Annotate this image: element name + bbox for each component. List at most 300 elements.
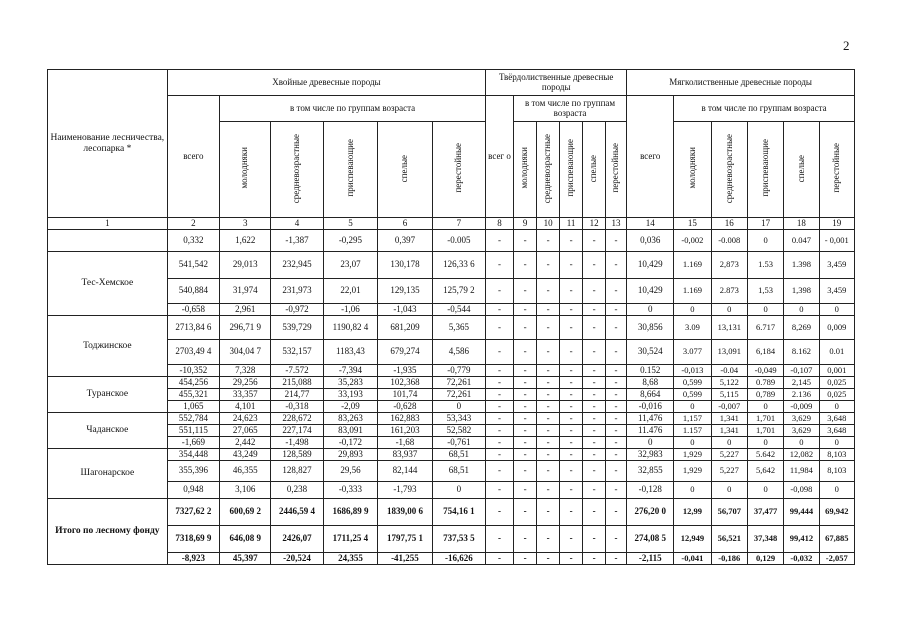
table-cell: 681,209 (378, 316, 433, 340)
table-cell: 29,013 (220, 252, 271, 279)
column-number: 7 (432, 218, 485, 230)
table-cell: -0,658 (167, 304, 219, 316)
column-number: 2 (167, 218, 219, 230)
table-cell: 11.476 (627, 425, 674, 437)
table-cell: 231,973 (271, 279, 323, 304)
table-cell: 6.717 (747, 316, 783, 340)
table-cell: 0 (819, 401, 854, 413)
table-cell: 5,365 (432, 316, 485, 340)
table-cell: 1,929 (674, 461, 711, 482)
table-cell: 72,261 (432, 389, 485, 401)
header-age-soft-0 (674, 122, 711, 218)
table-cell: - (559, 279, 583, 304)
column-number: 4 (271, 218, 323, 230)
table-cell: - (605, 377, 626, 389)
table-cell: 0,332 (167, 230, 219, 252)
table-cell: -0,013 (674, 365, 711, 377)
table-cell: 455,321 (167, 389, 219, 401)
table-cell: - (583, 449, 605, 461)
table-cell: - (559, 316, 583, 340)
header-age-label: спелые (399, 154, 410, 182)
table-cell: 162,883 (378, 413, 433, 425)
table-cell: -0.005 (432, 230, 485, 252)
table-row (48, 425, 855, 437)
table-cell: 214,77 (271, 389, 323, 401)
table-cell: - (583, 437, 605, 449)
table-cell: - (486, 377, 514, 389)
table-cell: - (486, 526, 514, 553)
table-row (48, 389, 855, 401)
table-cell: 0 (784, 304, 819, 316)
table-cell: -0,016 (627, 401, 674, 413)
table-cell: - (559, 461, 583, 482)
table-cell: 551,115 (167, 425, 219, 437)
table-cell: - (605, 526, 626, 553)
column-number: 6 (378, 218, 433, 230)
table-cell: 37,477 (747, 499, 783, 526)
table-cell: 35,283 (323, 377, 378, 389)
table-cell: - (559, 252, 583, 279)
table-cell: - (605, 304, 626, 316)
table-cell: 1,701 (747, 425, 783, 437)
table-cell: - (605, 230, 626, 252)
table-cell: - (583, 413, 605, 425)
row-name: Чаданское (48, 413, 168, 449)
table-cell: 83,937 (378, 449, 433, 461)
table-cell: - (486, 499, 514, 526)
table-cell: -2,115 (627, 553, 674, 565)
table-cell: 56,521 (711, 526, 747, 553)
table-row (48, 526, 855, 553)
table-cell: - (583, 553, 605, 565)
table-row (48, 499, 855, 526)
table-cell: - (537, 389, 559, 401)
table-cell: - (559, 304, 583, 316)
table-cell: - (537, 499, 559, 526)
table-cell: -0.04 (711, 365, 747, 377)
header-age-label: средневозрастные (542, 133, 553, 203)
table-cell: - (537, 252, 559, 279)
header-age-conifer-1 (271, 122, 323, 218)
table-cell: - (513, 425, 537, 437)
table-cell: -0,628 (378, 401, 433, 413)
table-cell: 1.169 (674, 252, 711, 279)
table-cell: 0,025 (819, 389, 854, 401)
table-cell: 12,082 (784, 449, 819, 461)
table-cell: -1,06 (323, 304, 378, 316)
table-cell: 1.53 (747, 252, 783, 279)
row-name: Шагонарское (48, 449, 168, 499)
table-cell: 0 (674, 401, 711, 413)
table-cell: - (513, 377, 537, 389)
header-softwood: Мягколиственные древесные породы (627, 70, 855, 96)
table-cell: 1711,25 4 (323, 526, 378, 553)
table-cell: 3,459 (819, 252, 854, 279)
table-cell: -0,779 (432, 365, 485, 377)
table-cell: 1,065 (167, 401, 219, 413)
table-cell: -0,186 (711, 553, 747, 565)
table-cell: 161,203 (378, 425, 433, 437)
table-cell: 0 (711, 304, 747, 316)
table-cell: -0,032 (784, 553, 819, 565)
table-cell: 2703,49 4 (167, 340, 219, 365)
table-cell: 0 (747, 482, 783, 499)
table-cell: - (537, 449, 559, 461)
table-cell: 11,476 (627, 413, 674, 425)
table-cell: 0,789 (747, 389, 783, 401)
table-cell: - (583, 304, 605, 316)
table-cell: 99,444 (784, 499, 819, 526)
table-cell: - (513, 304, 537, 316)
table-cell: - (513, 449, 537, 461)
table-cell: - (537, 526, 559, 553)
table-cell: 10,429 (627, 252, 674, 279)
table-cell: 532,157 (271, 340, 323, 365)
table-cell: - (605, 389, 626, 401)
table-cell: - (605, 553, 626, 565)
table-cell: 24,355 (323, 553, 378, 565)
table-cell: -8,923 (167, 553, 219, 565)
table-cell: - (605, 413, 626, 425)
table-cell: - (605, 252, 626, 279)
table-cell: 0,397 (378, 230, 433, 252)
header-age-soft-2 (747, 122, 783, 218)
table-cell: - (513, 461, 537, 482)
table-cell: - (537, 437, 559, 449)
table-cell: 5,115 (711, 389, 747, 401)
table-cell: 31,974 (220, 279, 271, 304)
table-cell: - (513, 365, 537, 377)
table-cell: 56,707 (711, 499, 747, 526)
header-age-label: приспевающие (344, 139, 355, 198)
table-cell: 0,599 (674, 377, 711, 389)
table-cell: -0,098 (784, 482, 819, 499)
table-cell: 355,396 (167, 461, 219, 482)
table-cell: 3.09 (674, 316, 711, 340)
table-cell: -0,009 (784, 401, 819, 413)
table-cell: - (486, 340, 514, 365)
table-cell: 2.873 (711, 279, 747, 304)
table-cell: 8,103 (819, 449, 854, 461)
table-cell: -0,172 (323, 437, 378, 449)
table-cell: - (583, 461, 605, 482)
table-cell: 4,101 (220, 401, 271, 413)
header-age-soft-1 (711, 122, 747, 218)
table-cell: 1.157 (674, 425, 711, 437)
table-cell: - (605, 461, 626, 482)
column-number: 18 (784, 218, 819, 230)
table-cell: - (486, 304, 514, 316)
column-number: 8 (486, 218, 514, 230)
table-cell: -1,935 (378, 365, 433, 377)
table-cell: - (583, 425, 605, 437)
table-cell: - (513, 437, 537, 449)
table-cell: 13,091 (711, 340, 747, 365)
header-age-label: средневозрастные (291, 133, 302, 203)
table-cell: - (583, 526, 605, 553)
page-number: 2 (843, 38, 850, 53)
table-cell: 276,20 0 (627, 499, 674, 526)
table-cell: 0 (784, 437, 819, 449)
table-cell: - (559, 526, 583, 553)
table-cell: - (605, 482, 626, 499)
table-cell: 5.642 (747, 449, 783, 461)
header-age-soft-3 (784, 122, 819, 218)
table-cell: 33,193 (323, 389, 378, 401)
table-cell: 0,001 (819, 365, 854, 377)
table-cell: 83,091 (323, 425, 378, 437)
table-cell: 43,249 (220, 449, 271, 461)
table-cell: 1,157 (674, 413, 711, 425)
table-cell: 2,873 (711, 252, 747, 279)
table-cell: - (583, 389, 605, 401)
table-cell: 0,036 (627, 230, 674, 252)
column-number: 9 (513, 218, 537, 230)
table-cell: - (559, 340, 583, 365)
table-cell: 68,51 (432, 461, 485, 482)
table-cell: 13,131 (711, 316, 747, 340)
row-name: Туранское (48, 377, 168, 413)
table-cell: - (537, 365, 559, 377)
table-cell: - (605, 279, 626, 304)
table-cell: - (559, 425, 583, 437)
table-cell: 0 (819, 304, 854, 316)
table-cell: 541,542 (167, 252, 219, 279)
table-cell: - (486, 425, 514, 437)
table-cell: 228,672 (271, 413, 323, 425)
table-row (48, 413, 855, 425)
header-age-label: перестойные (453, 143, 464, 193)
header-age-label: спелые (588, 154, 599, 182)
table-cell: 30,856 (627, 316, 674, 340)
table-row (48, 482, 855, 499)
table-cell: 679,274 (378, 340, 433, 365)
table-cell: - (559, 389, 583, 401)
header-conifer-total: всего (167, 96, 219, 218)
table-row (48, 437, 855, 449)
table-cell: 4,586 (432, 340, 485, 365)
table-cell: - (537, 425, 559, 437)
table-cell: 22,01 (323, 279, 378, 304)
column-number: 3 (220, 218, 271, 230)
table-cell: -10,352 (167, 365, 219, 377)
table-cell: 0.789 (747, 377, 783, 389)
table-cell: 0 (432, 401, 485, 413)
table-cell: 0 (747, 401, 783, 413)
table-row (48, 449, 855, 461)
table-cell: 1797,75 1 (378, 526, 433, 553)
table-cell: - (605, 365, 626, 377)
table-cell: - (537, 461, 559, 482)
table-cell: 2.136 (784, 389, 819, 401)
table-cell: -0,002 (674, 230, 711, 252)
table-cell: 67,885 (819, 526, 854, 553)
table-cell: - 0,001 (819, 230, 854, 252)
header-soft-total: всего (627, 96, 674, 218)
table-cell: - (486, 553, 514, 565)
table-cell: 1,929 (674, 449, 711, 461)
table-cell: 32,855 (627, 461, 674, 482)
table-cell: 5,227 (711, 461, 747, 482)
table-cell: -2,09 (323, 401, 378, 413)
table-cell: - (559, 365, 583, 377)
table-cell: - (513, 526, 537, 553)
table-cell: - (486, 413, 514, 425)
table-cell: - (605, 425, 626, 437)
table-cell: 129,135 (378, 279, 433, 304)
table-cell: - (513, 499, 537, 526)
table-cell: 128,827 (271, 461, 323, 482)
table-cell: - (486, 461, 514, 482)
table-cell: 1,341 (711, 413, 747, 425)
table-cell: 0 (747, 304, 783, 316)
table-cell: -0,972 (271, 304, 323, 316)
table-cell: - (486, 252, 514, 279)
table-cell: 69,942 (819, 499, 854, 526)
table-cell: 8,269 (784, 316, 819, 340)
table-cell: 600,69 2 (220, 499, 271, 526)
table-cell: -1,043 (378, 304, 433, 316)
table-cell: 0 (711, 482, 747, 499)
table-cell: - (537, 553, 559, 565)
table-cell: -0,041 (674, 553, 711, 565)
table-cell: 0,009 (819, 316, 854, 340)
table-cell: - (537, 340, 559, 365)
table-cell: - (486, 437, 514, 449)
table-cell: 552,784 (167, 413, 219, 425)
column-number: 5 (323, 218, 378, 230)
table-cell: 12,949 (674, 526, 711, 553)
table-cell: 0 (432, 482, 485, 499)
header-age-conifer-0 (220, 122, 271, 218)
table-cell: 125,79 2 (432, 279, 485, 304)
table-cell: - (583, 365, 605, 377)
table-cell: 46,355 (220, 461, 271, 482)
table-cell: 0,129 (747, 553, 783, 565)
table-cell: 2,145 (784, 377, 819, 389)
header-age-label: приспевающие (759, 139, 770, 198)
header-age-conifer-3 (378, 122, 433, 218)
table-cell: 1,622 (220, 230, 271, 252)
table-cell: - (583, 340, 605, 365)
table-cell: - (583, 316, 605, 340)
column-number: 11 (559, 218, 583, 230)
table-cell: - (559, 499, 583, 526)
table-cell: -7,394 (323, 365, 378, 377)
table-cell: 126,33 6 (432, 252, 485, 279)
table-cell: 8,68 (627, 377, 674, 389)
table-cell: - (513, 401, 537, 413)
table-cell: 37,348 (747, 526, 783, 553)
table-cell: 3,648 (819, 413, 854, 425)
table-cell: 540,884 (167, 279, 219, 304)
table-cell: - (486, 389, 514, 401)
column-number: 16 (711, 218, 747, 230)
table-cell: - (559, 553, 583, 565)
header-hard-total: всег о (486, 96, 514, 218)
table-cell: 0,238 (271, 482, 323, 499)
table-cell: 29,56 (323, 461, 378, 482)
table-cell: 454,256 (167, 377, 219, 389)
table-cell: 5,227 (711, 449, 747, 461)
table-cell: - (605, 340, 626, 365)
table-cell: 3.077 (674, 340, 711, 365)
table-cell: - (583, 279, 605, 304)
table-cell: 0.01 (819, 340, 854, 365)
table-cell: - (513, 340, 537, 365)
table-cell: 1183,43 (323, 340, 378, 365)
table-cell: 2,961 (220, 304, 271, 316)
table-cell: 539,729 (271, 316, 323, 340)
table-cell: 0 (747, 230, 783, 252)
column-number: 17 (747, 218, 783, 230)
table-cell: - (513, 279, 537, 304)
header-hardwood: Твёрдолиственные древесные породы (486, 70, 627, 96)
table-cell: 8,664 (627, 389, 674, 401)
table-cell: - (605, 449, 626, 461)
table-cell: - (537, 279, 559, 304)
table-cell: 12,99 (674, 499, 711, 526)
table-cell: 274,08 5 (627, 526, 674, 553)
table-cell: 0 (674, 437, 711, 449)
table-cell: - (486, 316, 514, 340)
header-age-label: молодняки (239, 147, 250, 190)
column-number: 13 (605, 218, 626, 230)
table-cell: - (513, 230, 537, 252)
column-number: 15 (674, 218, 711, 230)
table-cell: - (486, 365, 514, 377)
table-cell: - (513, 316, 537, 340)
table-cell: -1,793 (378, 482, 433, 499)
table-cell: - (559, 437, 583, 449)
table-cell: 101,74 (378, 389, 433, 401)
table-cell: 30,524 (627, 340, 674, 365)
table-cell: - (583, 401, 605, 413)
table-cell: - (559, 449, 583, 461)
table-cell: 0.152 (627, 365, 674, 377)
table-row (48, 553, 855, 565)
table-cell: -0,107 (784, 365, 819, 377)
table-cell: 27,065 (220, 425, 271, 437)
table-cell: -7.572 (271, 365, 323, 377)
header-hard-incl: в том числе по группам возраста (513, 96, 626, 122)
table-cell: 1,701 (747, 413, 783, 425)
table-row (48, 401, 855, 413)
table-row (48, 316, 855, 340)
table-cell: -0,333 (323, 482, 378, 499)
table-cell: - (583, 252, 605, 279)
table-cell: - (559, 413, 583, 425)
table-cell: - (513, 413, 537, 425)
table-cell: 83,263 (323, 413, 378, 425)
header-age-label: приспевающие (565, 139, 576, 198)
table-cell: 227,174 (271, 425, 323, 437)
column-number: 19 (819, 218, 854, 230)
table-cell: - (537, 316, 559, 340)
table-cell: - (537, 413, 559, 425)
table-cell: - (583, 377, 605, 389)
table-cell: 128,589 (271, 449, 323, 461)
header-age-label: молодняки (519, 147, 530, 190)
table-cell: 29,893 (323, 449, 378, 461)
table-cell: 3,459 (819, 279, 854, 304)
table-cell: 2713,84 6 (167, 316, 219, 340)
header-age-hard-1 (537, 122, 559, 218)
table-cell: 102,368 (378, 377, 433, 389)
table-cell: 3,629 (784, 425, 819, 437)
table-cell: 1190,82 4 (323, 316, 378, 340)
table-cell: 1686,89 9 (323, 499, 378, 526)
